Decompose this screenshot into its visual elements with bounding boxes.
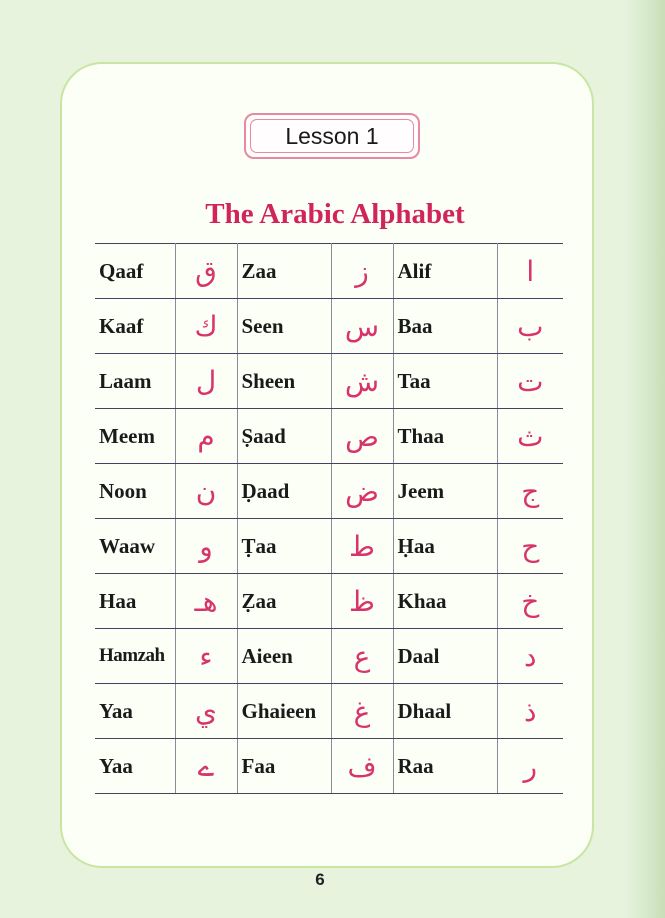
arabic-letter: ق bbox=[175, 244, 237, 299]
arabic-letter: ن bbox=[175, 464, 237, 519]
arabic-letter: ي bbox=[175, 684, 237, 739]
arabic-letter: هـ bbox=[175, 574, 237, 629]
page-edge bbox=[625, 0, 665, 918]
alphabet-table bbox=[95, 243, 563, 794]
page-number: 6 bbox=[315, 870, 325, 889]
letter-name: Daal bbox=[393, 629, 497, 684]
letter-name: Qaaf bbox=[95, 244, 175, 299]
letter-name: Meem bbox=[95, 409, 175, 464]
arabic-letter: ح bbox=[497, 519, 563, 574]
arabic-letter: غ bbox=[331, 684, 393, 739]
table-row bbox=[95, 739, 563, 794]
letter-name: Alif bbox=[393, 244, 497, 299]
letter-name: Zaa bbox=[237, 244, 331, 299]
arabic-letter: ل bbox=[175, 354, 237, 409]
table-row bbox=[95, 299, 563, 354]
letter-name: Thaa bbox=[393, 409, 497, 464]
letter-name: Hamzah bbox=[95, 629, 175, 684]
table-row bbox=[95, 519, 563, 574]
arabic-letter: ظ bbox=[331, 574, 393, 629]
table-row bbox=[95, 354, 563, 409]
arabic-letter: و bbox=[175, 519, 237, 574]
arabic-letter: ك bbox=[175, 299, 237, 354]
table-row bbox=[95, 244, 563, 299]
letter-name: Ṭaa bbox=[237, 519, 331, 574]
letter-name: Ṣaad bbox=[237, 409, 331, 464]
arabic-letter: د bbox=[497, 629, 563, 684]
arabic-letter: ف bbox=[331, 739, 393, 794]
table-row bbox=[95, 464, 563, 519]
letter-name: Haa bbox=[95, 574, 175, 629]
arabic-letter: ت bbox=[497, 354, 563, 409]
letter-name: Yaa bbox=[95, 739, 175, 794]
letter-name: Sheen bbox=[237, 354, 331, 409]
arabic-letter: ض bbox=[331, 464, 393, 519]
arabic-letter: ا bbox=[497, 244, 563, 299]
letter-name: Khaa bbox=[393, 574, 497, 629]
lesson-box bbox=[244, 113, 420, 159]
arabic-letter: س bbox=[331, 299, 393, 354]
arabic-letter: ث bbox=[497, 409, 563, 464]
letter-name: Faa bbox=[237, 739, 331, 794]
arabic-letter: خ bbox=[497, 574, 563, 629]
letter-name: Kaaf bbox=[95, 299, 175, 354]
arabic-letter: ج bbox=[497, 464, 563, 519]
letter-name: Jeem bbox=[393, 464, 497, 519]
arabic-letter: م bbox=[175, 409, 237, 464]
letter-name: Laam bbox=[95, 354, 175, 409]
letter-name: Waaw bbox=[95, 519, 175, 574]
letter-name: Noon bbox=[95, 464, 175, 519]
arabic-letter: ص bbox=[331, 409, 393, 464]
letter-name: Raa bbox=[393, 739, 497, 794]
arabic-letter: ع bbox=[331, 629, 393, 684]
letter-name: Aieen bbox=[237, 629, 331, 684]
table-row bbox=[95, 409, 563, 464]
arabic-letter: ء bbox=[175, 629, 237, 684]
letter-name: Ghaieen bbox=[237, 684, 331, 739]
table-row bbox=[95, 629, 563, 684]
letter-name: Ḍaad bbox=[237, 464, 331, 519]
arabic-letter: ے bbox=[175, 739, 237, 794]
letter-name: Baa bbox=[393, 299, 497, 354]
letter-name: Seen bbox=[237, 299, 331, 354]
arabic-letter: ب bbox=[497, 299, 563, 354]
letter-name: Yaa bbox=[95, 684, 175, 739]
arabic-letter: ش bbox=[331, 354, 393, 409]
letter-name: Ḥaa bbox=[393, 519, 497, 574]
page-title: The Arabic Alphabet bbox=[205, 198, 465, 230]
table-row bbox=[95, 574, 563, 629]
arabic-letter: ز bbox=[331, 244, 393, 299]
arabic-letter: ط bbox=[331, 519, 393, 574]
letter-name: Ẓaa bbox=[237, 574, 331, 629]
table-row bbox=[95, 684, 563, 739]
arabic-letter: ذ bbox=[497, 684, 563, 739]
arabic-letter: ر bbox=[497, 739, 563, 794]
letter-name: Dhaal bbox=[393, 684, 497, 739]
letter-name: Taa bbox=[393, 354, 497, 409]
lesson-label: Lesson 1 bbox=[250, 119, 414, 153]
